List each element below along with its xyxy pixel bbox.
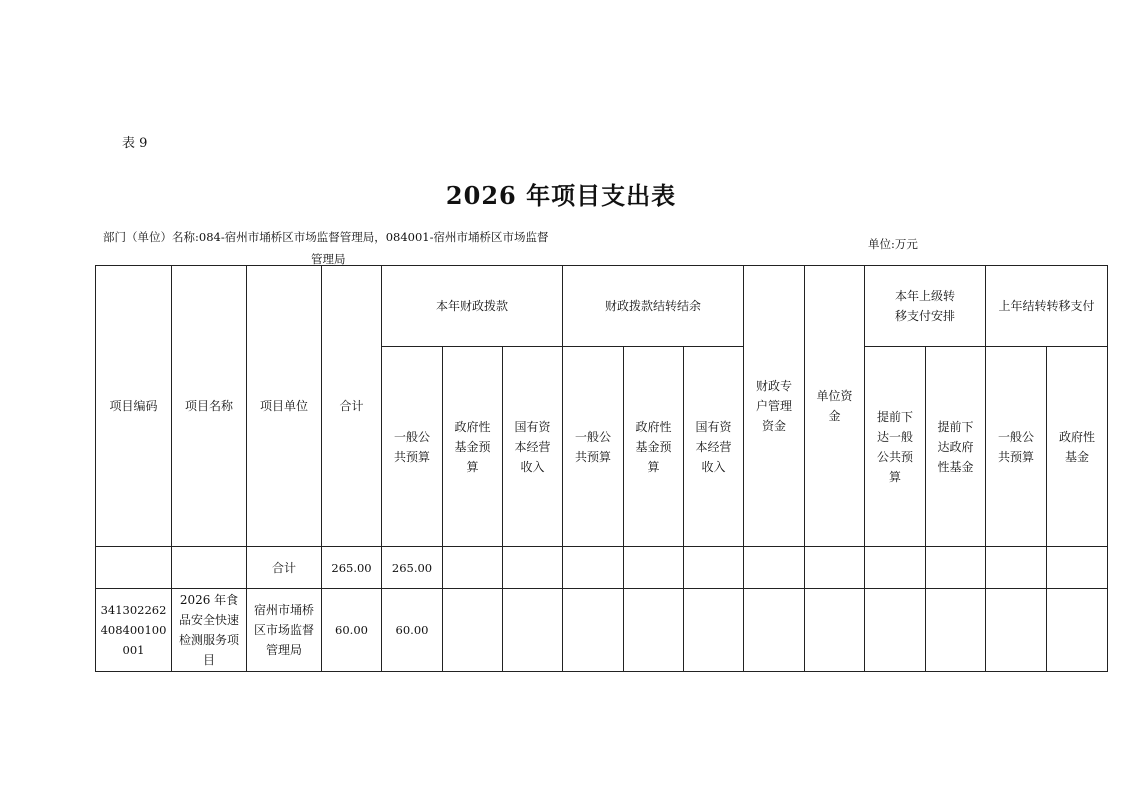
header-carryover-general: 一般公共预算 bbox=[563, 347, 624, 547]
header-unit: 项目单位 bbox=[247, 266, 322, 547]
header-current-gov-fund: 政府性基金预算 bbox=[443, 347, 503, 547]
header-current-general: 一般公共预算 bbox=[382, 347, 443, 547]
project-total: 60.00 bbox=[322, 589, 382, 672]
header-group-carryover: 财政拨款结转结余 bbox=[563, 266, 744, 347]
header-current-state-capital: 国有资本经营收入 bbox=[503, 347, 563, 547]
header-special-account: 财政专户管理资金 bbox=[744, 266, 805, 547]
department-info bbox=[103, 226, 573, 270]
summary-row bbox=[96, 547, 1108, 589]
page-title: 2026 年项目支出表 bbox=[445, 181, 677, 210]
header-advance-gov-fund: 提前下达政府性基金 bbox=[926, 347, 986, 547]
header-group-prev: 上年结转转移支付 bbox=[986, 266, 1108, 347]
project-code: 341302262408400100001 bbox=[96, 589, 172, 672]
project-general: 60.00 bbox=[382, 589, 443, 672]
header-name: 项目名称 bbox=[172, 266, 247, 547]
summary-label: 合计 bbox=[247, 547, 322, 589]
table-row bbox=[96, 589, 1108, 672]
header-carryover-gov-fund: 政府性基金预算 bbox=[624, 347, 684, 547]
header-code: 项目编码 bbox=[96, 266, 172, 547]
header-carryover-state-capital: 国有资本经营收入 bbox=[684, 347, 744, 547]
summary-general: 265.00 bbox=[382, 547, 443, 589]
summary-total: 265.00 bbox=[322, 547, 382, 589]
header-prev-gov-fund: 政府性基金 bbox=[1047, 347, 1108, 547]
header-own-funds: 单位资金 bbox=[805, 266, 865, 547]
department-line-2: 管理局 bbox=[311, 252, 346, 266]
project-unit: 宿州市埇桥区市场监督管理局 bbox=[247, 589, 322, 672]
unit-label: 单位:万元 bbox=[868, 237, 918, 251]
header-prev-general: 一般公共预算 bbox=[986, 347, 1047, 547]
project-name: 2026 年食品安全快速检测服务项目 bbox=[172, 589, 247, 672]
header-group-current: 本年财政拨款 bbox=[382, 266, 563, 347]
header-group-superior: 本年上级转移支付安排 bbox=[865, 266, 986, 347]
header-total: 合计 bbox=[322, 266, 382, 547]
table-number: 表 9 bbox=[122, 136, 148, 151]
department-line-1: 部门（单位）名称:084-宿州市埇桥区市场监督管理局，084001-宿州市埇桥区市场监督 bbox=[103, 230, 549, 244]
header-advance-general: 提前下达一般公共预算 bbox=[865, 347, 926, 547]
project-expenditure-table bbox=[95, 265, 1108, 672]
header-row-1 bbox=[96, 266, 1108, 347]
